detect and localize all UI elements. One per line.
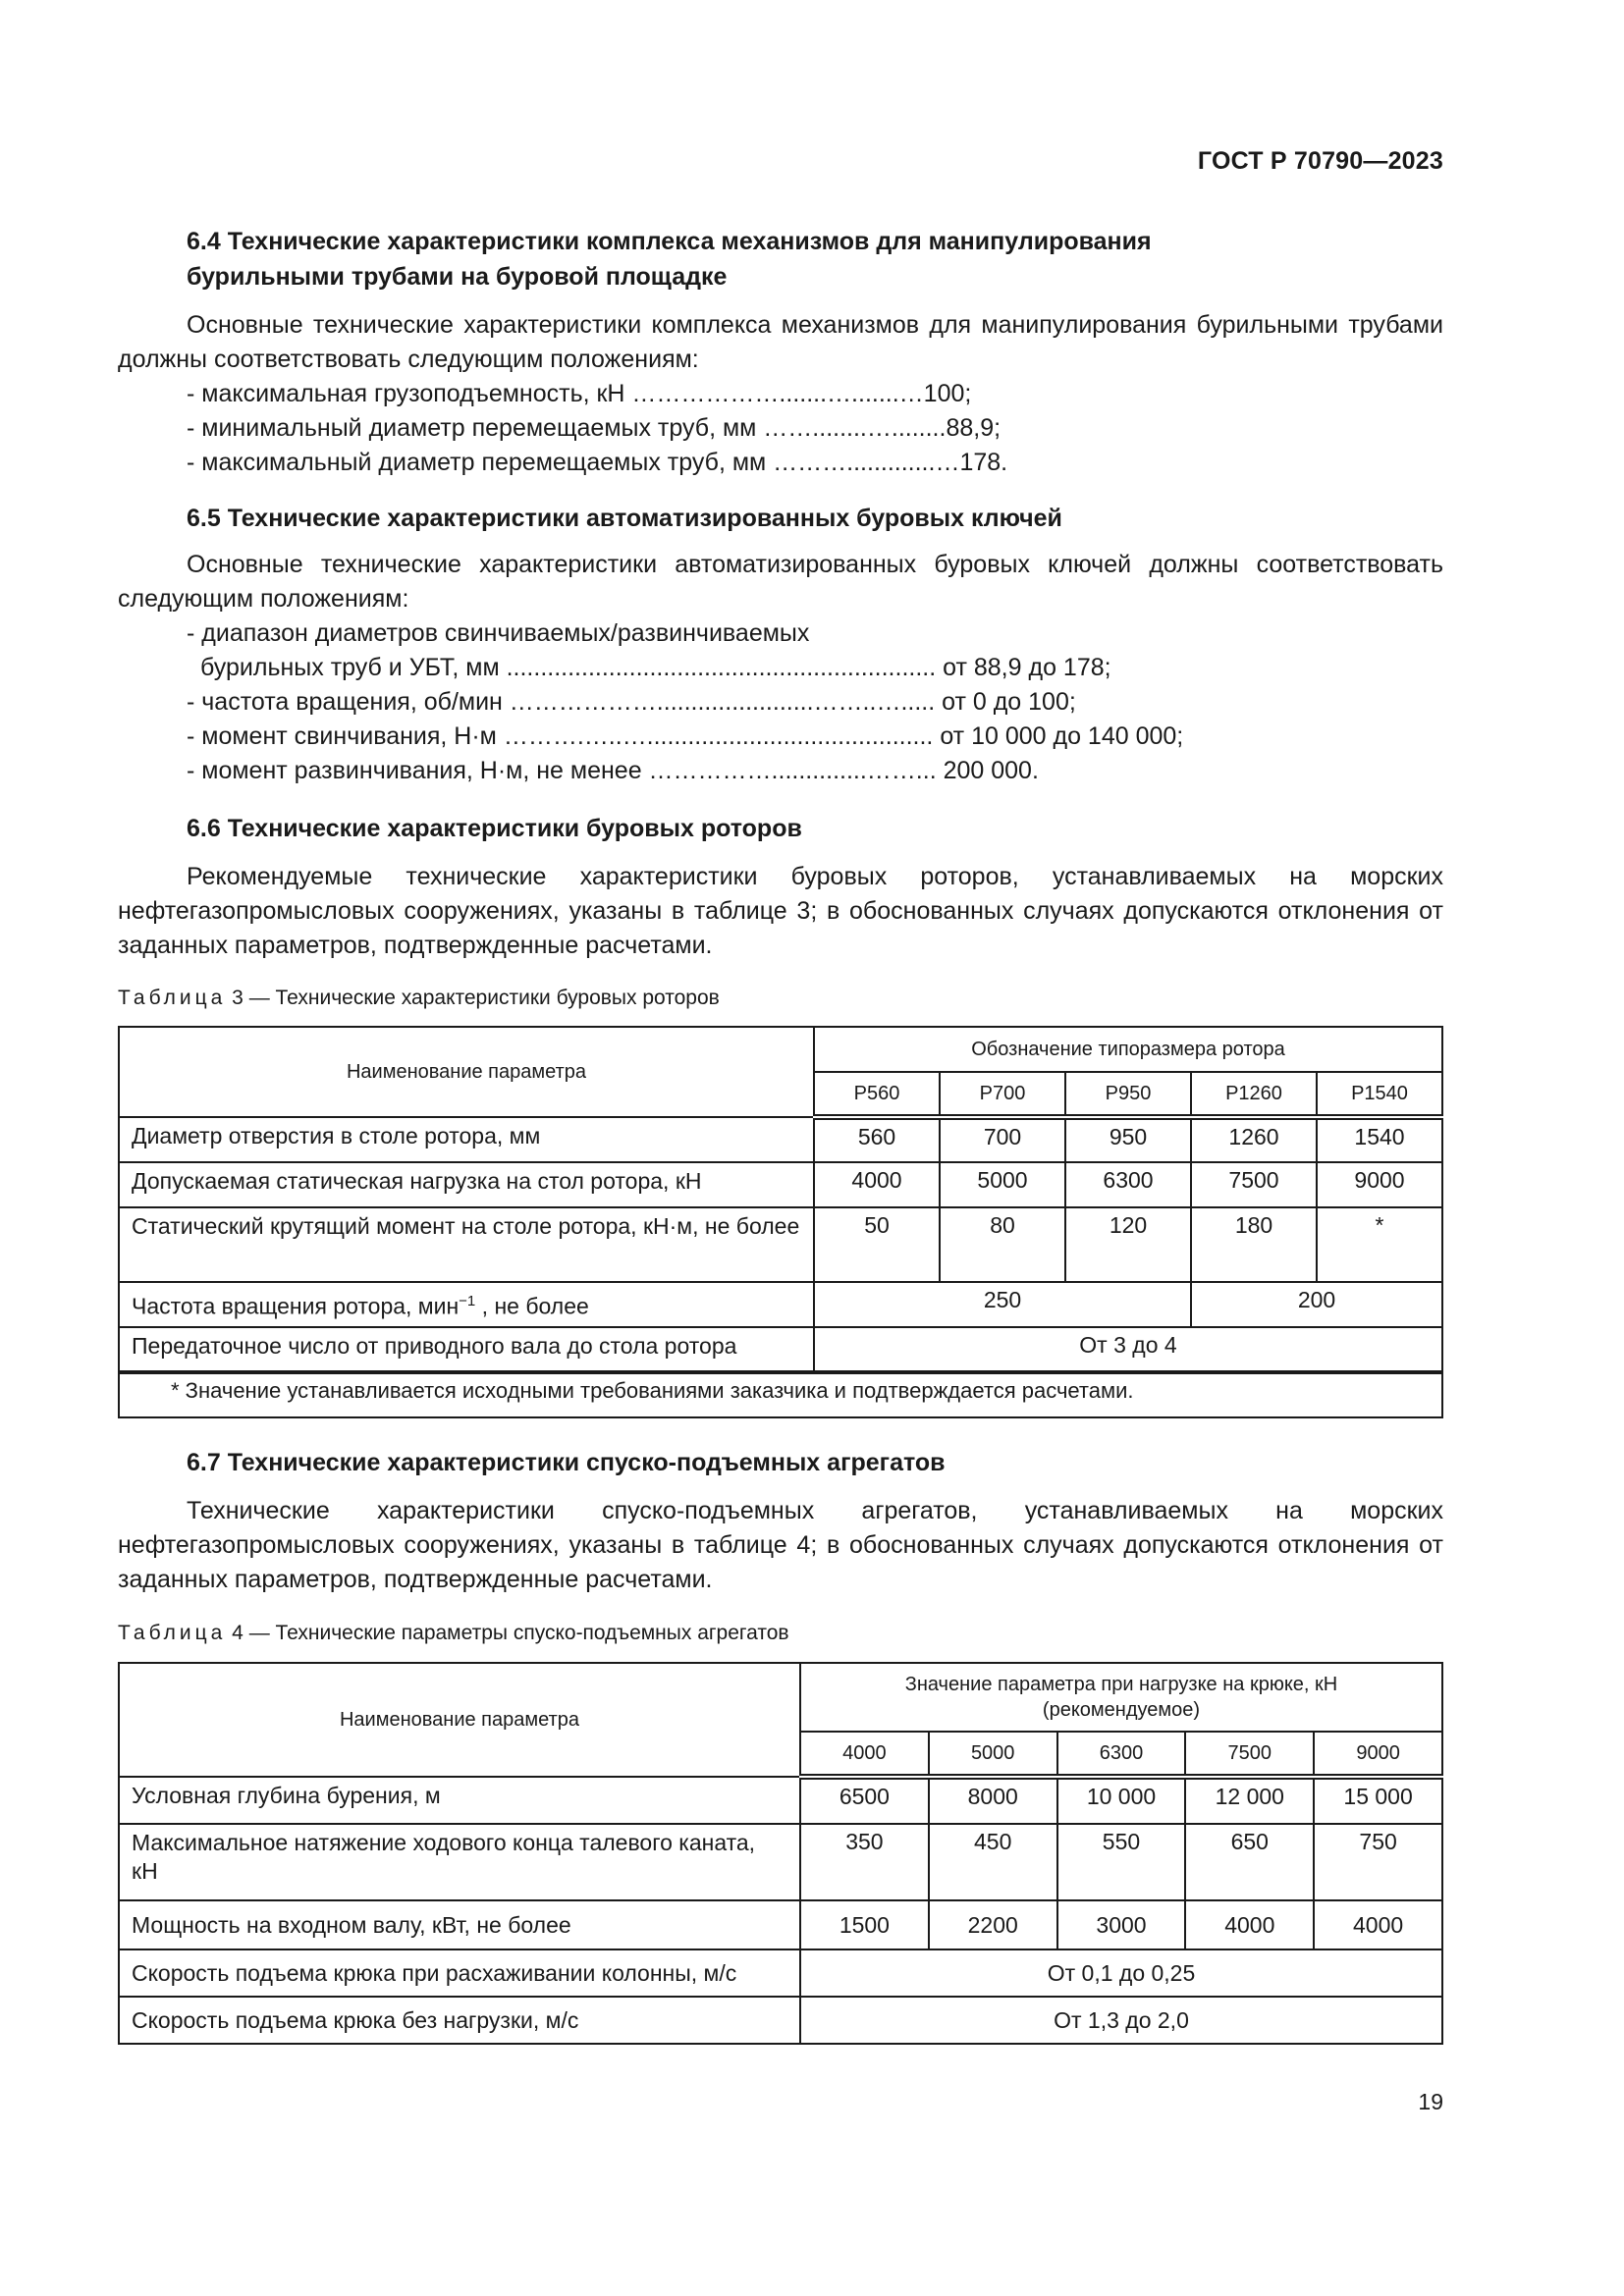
param-name: Скорость подъема крюка без нагрузки, м/с <box>119 1997 800 2044</box>
group-header-line: (рекомендуемое) <box>1042 1699 1201 1721</box>
table-footnote: * Значение устанавливается исходными требованиями заказчика и подтверждается расчетами. <box>119 1372 1442 1417</box>
list-item: - момент свинчивания, Н·м ……….…..….......................................... от 10 000 до 140 000; <box>187 722 1184 750</box>
cell: 650 <box>1185 1824 1314 1900</box>
table-row <box>119 1777 1442 1824</box>
cell: От 3 до 4 <box>814 1327 1442 1372</box>
caption-text: 4 — Технические параметры спуско-подъемных агрегатов <box>226 1622 789 1644</box>
cell: 550 <box>1057 1824 1186 1900</box>
cell: 3000 <box>1057 1900 1186 1949</box>
list-item: - момент развинчивания, Н·м, не менее ……………..............……... 200 000. <box>187 757 1039 784</box>
param-name: Допускаемая статическая нагрузка на стол ротора, кН <box>119 1162 814 1207</box>
document-id: ГОСТ Р 70790—2023 <box>1197 147 1443 175</box>
cell: 8000 <box>929 1777 1057 1824</box>
cell: 4000 <box>1185 1900 1314 1949</box>
section-title-cont: бурильными трубами на буровой площадке <box>187 263 728 291</box>
section-6-5 <box>118 501 1443 788</box>
cell: 12 000 <box>1185 1777 1314 1824</box>
table-row <box>119 1327 1442 1372</box>
cell: 4000 <box>814 1162 940 1207</box>
column-header: 5000 <box>929 1732 1057 1777</box>
cell: 560 <box>814 1117 940 1162</box>
cell: 1540 <box>1317 1117 1442 1162</box>
table-row <box>119 1282 1442 1327</box>
cell: 80 <box>940 1207 1065 1282</box>
section-intro: Основные технические характеристики комплекса механизмов для манипулирования бурильными трубами должны соответствовать следующим положениям: <box>118 311 1443 373</box>
table-row <box>119 1162 1442 1207</box>
table-caption <box>118 1620 789 1647</box>
section-intro: Рекомендуемые технические характеристики буровых роторов, устанавливаемых на морских нефтегазопромысловых сооружениях, указаны в таблице 3; в обоснованных случаях допускаются отклонения от заданных параметров, подтвержденные расчетами. <box>118 863 1443 959</box>
cell: 6500 <box>800 1777 929 1824</box>
cell: 450 <box>929 1824 1057 1900</box>
caption-text: 3 — Технические характеристики буровых роторов <box>226 987 720 1009</box>
cell: 1500 <box>800 1900 929 1949</box>
cell: От 1,3 до 2,0 <box>800 1997 1442 2044</box>
cell: 15 000 <box>1314 1777 1442 1824</box>
param-name: Скорость подъема крюка при расхаживании колонны, м/с <box>119 1949 800 1997</box>
cell: 950 <box>1065 1117 1191 1162</box>
cell: 120 <box>1065 1207 1191 1282</box>
cell: * <box>1317 1207 1442 1282</box>
cell: 10 000 <box>1057 1777 1186 1824</box>
table-row <box>119 1900 1442 1949</box>
superscript: −1 <box>459 1293 476 1309</box>
cell: 7500 <box>1191 1162 1317 1207</box>
table-row <box>119 1997 1442 2044</box>
cell: 200 <box>1191 1282 1442 1327</box>
caption-prefix: Таблица <box>118 1622 227 1644</box>
cell: 9000 <box>1317 1162 1442 1207</box>
cell: 4000 <box>1314 1900 1442 1949</box>
param-name: Мощность на входном валу, кВт, не более <box>119 1900 800 1949</box>
group-header <box>800 1663 1442 1732</box>
column-header: Р1540 <box>1317 1072 1442 1117</box>
param-name: Передаточное число от приводного вала до стола ротора <box>119 1327 814 1372</box>
param-name: Максимальное натяжение ходового конца талевого каната, кН <box>119 1824 800 1900</box>
caption-prefix: Таблица <box>118 987 227 1009</box>
column-header: 9000 <box>1314 1732 1442 1777</box>
param-name <box>119 1282 814 1327</box>
group-header: Обозначение типоразмера ротора <box>814 1027 1442 1072</box>
section-6-7 <box>118 1445 1443 1597</box>
section-title: 6.4 Технические характеристики комплекса механизмов для манипулирования <box>187 228 1152 255</box>
table-3 <box>118 1026 1443 1418</box>
section-title: 6.5 Технические характеристики автоматизированных буровых ключей <box>187 505 1062 532</box>
cell: 700 <box>940 1117 1065 1162</box>
cell: 350 <box>800 1824 929 1900</box>
group-header-line: Значение параметра при нагрузке на крюке, кН <box>904 1674 1338 1695</box>
section-intro: Основные технические характеристики автоматизированных буровых ключей должны соответствовать следующим положениям: <box>118 551 1443 613</box>
page-number: 19 <box>1418 2089 1443 2114</box>
list-item: - частота вращения, об/мин ……………….......................……..…..... от 0 до 100; <box>187 688 1076 716</box>
column-header: Р950 <box>1065 1072 1191 1117</box>
param-name-tail: , не более <box>475 1293 589 1319</box>
table-4 <box>118 1662 1443 2045</box>
column-header: 7500 <box>1185 1732 1314 1777</box>
table-caption <box>118 985 720 1012</box>
list-item: - максимальная грузоподъемность, кН ……………….......….......…100; <box>187 380 972 407</box>
column-header: Р700 <box>940 1072 1065 1117</box>
column-header: 6300 <box>1057 1732 1186 1777</box>
param-name: Условная глубина бурения, м <box>119 1777 800 1824</box>
cell: 6300 <box>1065 1162 1191 1207</box>
column-header: Р1260 <box>1191 1072 1317 1117</box>
section-title: 6.7 Технические характеристики спуско-подъемных агрегатов <box>187 1449 946 1476</box>
list-item: - диапазон диаметров свинчиваемых/развинчиваемых <box>187 619 810 647</box>
list-item: - минимальный диаметр перемещаемых труб, мм ……........…........88,9; <box>187 414 1001 442</box>
cell: От 0,1 до 0,25 <box>800 1949 1442 1997</box>
cell: 2200 <box>929 1900 1057 1949</box>
param-header: Наименование параметра <box>119 1027 814 1117</box>
list-item: - максимальный диаметр перемещаемых труб, мм ……….............…178. <box>187 449 1008 476</box>
cell: 180 <box>1191 1207 1317 1282</box>
section-title: 6.6 Технические характеристики буровых роторов <box>187 815 802 842</box>
cell: 5000 <box>940 1162 1065 1207</box>
cell: 750 <box>1314 1824 1442 1900</box>
table-row <box>119 1949 1442 1997</box>
cell: 250 <box>814 1282 1191 1327</box>
table-footnote-row <box>119 1372 1442 1417</box>
cell: 50 <box>814 1207 940 1282</box>
table-row <box>119 1824 1442 1900</box>
table-row <box>119 1117 1442 1162</box>
list-item: бурильных труб и УБТ, мм ............................................................... от 88,9 до 178; <box>200 654 1111 681</box>
section-intro: Технические характеристики спуско-подъемных агрегатов, устанавливаемых на морских нефтегазопромысловых сооружениях, указаны в таблице 4; в обоснованных случаях допускаются отклонения от заданных параметров, подтвержденные расчетами. <box>118 1497 1443 1593</box>
column-header: Р560 <box>814 1072 940 1117</box>
section-6-6 <box>118 811 1443 963</box>
section-6-4 <box>118 224 1443 480</box>
column-header: 4000 <box>800 1732 929 1777</box>
param-header: Наименование параметра <box>119 1663 800 1777</box>
param-name-text: Частота вращения ротора, мин <box>132 1293 460 1319</box>
param-name: Статический крутящий момент на столе ротора, кН·м, не более <box>119 1207 814 1282</box>
cell: 1260 <box>1191 1117 1317 1162</box>
table-row <box>119 1207 1442 1282</box>
param-name: Диаметр отверстия в столе ротора, мм <box>119 1117 814 1162</box>
